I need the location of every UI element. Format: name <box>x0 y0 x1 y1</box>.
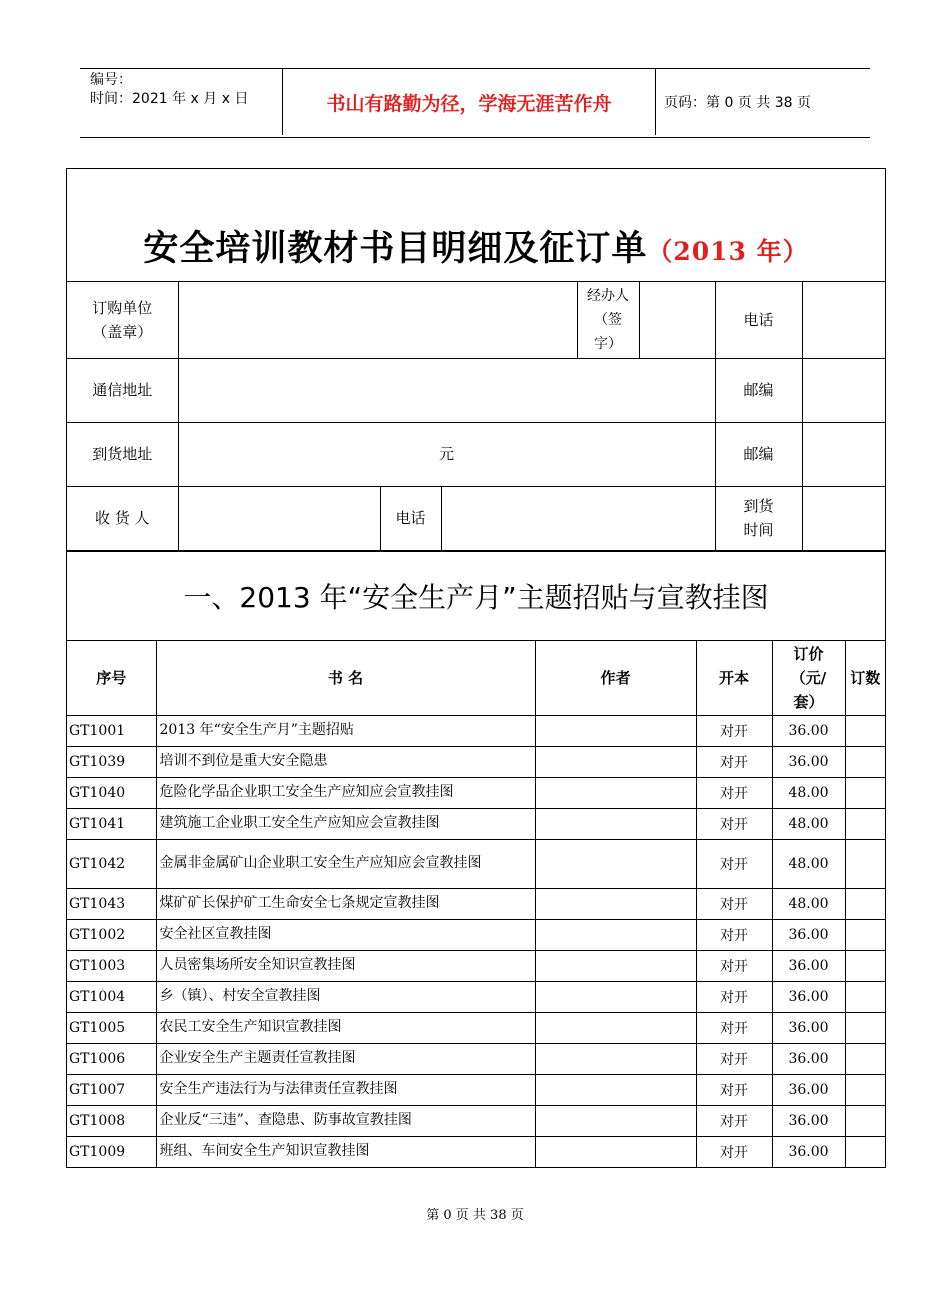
book-name: 农民工安全生产知识宣教挂图 <box>156 1012 535 1043</box>
form-title-text: 安全培训教材书目明细及征订单 <box>143 228 648 269</box>
table-row <box>67 1105 885 1136</box>
header-motto: 书山有路勤为径，学海无涯苦作舟 <box>282 69 656 135</box>
book-price: 36.00 <box>772 919 845 950</box>
book-author <box>535 950 696 981</box>
header-meta <box>90 71 248 109</box>
arrival-label-text: 到货 <box>743 497 774 515</box>
book-name: 安全生产违法行为与法律责任宣教挂图 <box>156 1074 535 1105</box>
book-price: 36.00 <box>772 1012 845 1043</box>
book-qty-field[interactable] <box>845 808 885 839</box>
book-author <box>535 1043 696 1074</box>
book-qty-field[interactable] <box>845 1105 885 1136</box>
phone-field[interactable] <box>802 282 885 358</box>
book-qty-field[interactable] <box>845 950 885 981</box>
book-format: 对开 <box>696 839 772 888</box>
book-author <box>535 746 696 777</box>
price-header-l2: （元/ <box>790 668 827 687</box>
book-price: 36.00 <box>772 950 845 981</box>
book-author <box>535 1136 696 1167</box>
book-code: GT1005 <box>67 1012 156 1043</box>
address-label: 通信地址 <box>67 358 178 422</box>
col-header-author: 作者 <box>535 641 696 716</box>
book-name: 企业安全生产主题责任宣教挂图 <box>156 1043 535 1074</box>
table-row <box>67 1136 885 1167</box>
book-code: GT1007 <box>67 1074 156 1105</box>
book-format: 对开 <box>696 1074 772 1105</box>
book-qty-field[interactable] <box>845 981 885 1012</box>
document-time-label: 时间：2021 年 x 月 x 日 <box>90 91 249 107</box>
book-author <box>535 777 696 808</box>
receiver-label: 收 货 人 <box>67 486 178 550</box>
book-code: GT1041 <box>67 808 156 839</box>
header-page-info: 页码：第 0 页 共 38 页 <box>664 95 811 111</box>
form-title-row <box>67 169 885 282</box>
table-row <box>67 1074 885 1105</box>
table-row <box>67 808 885 839</box>
phone2-field[interactable] <box>441 486 715 550</box>
book-name: 班组、车间安全生产知识宣教挂图 <box>156 1136 535 1167</box>
book-format: 对开 <box>696 1043 772 1074</box>
book-format: 对开 <box>696 715 772 746</box>
book-price: 36.00 <box>772 981 845 1012</box>
book-code: GT1002 <box>67 919 156 950</box>
book-code: GT1039 <box>67 746 156 777</box>
table-row <box>67 888 885 919</box>
book-name: 培训不到位是重大安全隐患 <box>156 746 535 777</box>
book-format: 对开 <box>696 950 772 981</box>
handler-sub-text: （签字） <box>594 311 623 352</box>
postcode-label: 邮编 <box>715 358 802 422</box>
book-name: 建筑施工企业职工安全生产应知应会宣教挂图 <box>156 808 535 839</box>
book-format: 对开 <box>696 746 772 777</box>
document-number-label: 编号： <box>90 72 132 88</box>
book-price: 36.00 <box>772 746 845 777</box>
order-form <box>66 168 886 1168</box>
form-title <box>67 221 885 271</box>
book-author <box>535 1012 696 1043</box>
order-unit-sub-text: （盖章） <box>92 322 153 341</box>
book-name: 金属非金属矿山企业职工安全生产应知应会宣教挂图 <box>156 839 535 888</box>
book-code: GT1006 <box>67 1043 156 1074</box>
price-header-l3: 套） <box>793 692 824 711</box>
postcode2-label: 邮编 <box>715 422 802 486</box>
page-footer: 第 0 页 共 38 页 <box>426 1208 524 1223</box>
book-price: 36.00 <box>772 1105 845 1136</box>
book-author <box>535 1105 696 1136</box>
book-format: 对开 <box>696 888 772 919</box>
book-price: 36.00 <box>772 1136 845 1167</box>
phone-label: 电话 <box>715 282 802 358</box>
book-price: 48.00 <box>772 808 845 839</box>
book-code: GT1009 <box>67 1136 156 1167</box>
book-qty-field[interactable] <box>845 777 885 808</box>
col-header-qty: 订数 <box>845 641 885 716</box>
book-name: 危险化学品企业职工安全生产应知应会宣教挂图 <box>156 777 535 808</box>
table-row <box>67 981 885 1012</box>
book-qty-field[interactable] <box>845 919 885 950</box>
book-price: 36.00 <box>772 1074 845 1105</box>
col-header-price <box>772 641 845 716</box>
table-row <box>67 919 885 950</box>
book-code: GT1008 <box>67 1105 156 1136</box>
book-qty-field[interactable] <box>845 839 885 888</box>
col-header-format: 开本 <box>696 641 772 716</box>
postcode-field[interactable] <box>802 358 885 422</box>
book-author <box>535 1074 696 1105</box>
arrival-sub-text: 时间 <box>743 521 774 539</box>
receiver-field[interactable] <box>178 486 380 550</box>
handler-label-text: 经办人 <box>587 287 630 304</box>
book-author <box>535 888 696 919</box>
delivery-field[interactable]: 元 <box>178 422 715 486</box>
book-code: GT1003 <box>67 950 156 981</box>
book-price: 36.00 <box>772 715 845 746</box>
book-author <box>535 981 696 1012</box>
book-author <box>535 715 696 746</box>
book-code: GT1042 <box>67 839 156 888</box>
book-list-table <box>67 641 885 1167</box>
book-format: 对开 <box>696 981 772 1012</box>
book-qty-field[interactable] <box>845 1012 885 1043</box>
order-info-table <box>67 282 885 551</box>
phone2-label: 电话 <box>380 486 441 550</box>
book-qty-field[interactable] <box>845 1074 885 1105</box>
book-rows <box>67 715 885 1167</box>
order-unit-label <box>67 282 178 358</box>
book-price: 48.00 <box>772 839 845 888</box>
arrival-label <box>715 486 802 550</box>
table-row <box>67 950 885 981</box>
arrival-field[interactable] <box>802 486 885 550</box>
book-code: GT1001 <box>67 715 156 746</box>
table-row <box>67 777 885 808</box>
table-row <box>67 746 885 777</box>
order-unit-field[interactable] <box>178 282 577 358</box>
handler-label <box>577 282 639 358</box>
book-price: 48.00 <box>772 777 845 808</box>
book-price: 36.00 <box>772 1043 845 1074</box>
book-name: 乡（镇）、村安全宣教挂图 <box>156 981 535 1012</box>
table-row <box>67 1012 885 1043</box>
order-unit-label-text: 订购单位 <box>92 298 153 317</box>
book-code: GT1040 <box>67 777 156 808</box>
book-qty-field[interactable] <box>845 1043 885 1074</box>
book-format: 对开 <box>696 777 772 808</box>
col-header-name: 书 名 <box>156 641 535 716</box>
book-format: 对开 <box>696 1136 772 1167</box>
form-title-year: （2013 年） <box>647 237 809 266</box>
table-row <box>67 715 885 746</box>
book-name: 人员密集场所安全知识宣教挂图 <box>156 950 535 981</box>
price-header-l1: 订价 <box>793 644 824 663</box>
book-price: 48.00 <box>772 888 845 919</box>
book-name: 2013 年“安全生产月”主题招贴 <box>156 715 535 746</box>
book-author <box>535 808 696 839</box>
book-code: GT1004 <box>67 981 156 1012</box>
book-format: 对开 <box>696 919 772 950</box>
book-qty-field[interactable] <box>845 888 885 919</box>
page-header <box>80 68 870 138</box>
col-header-no: 序号 <box>67 641 156 716</box>
table-row <box>67 1043 885 1074</box>
book-name: 煤矿矿长保护矿工生命安全七条规定宣教挂图 <box>156 888 535 919</box>
address-field[interactable] <box>178 358 715 422</box>
book-qty-field[interactable] <box>845 715 885 746</box>
book-name: 企业反“三违”、查隐患、防事故宣教挂图 <box>156 1105 535 1136</box>
book-format: 对开 <box>696 1012 772 1043</box>
book-format: 对开 <box>696 808 772 839</box>
book-format: 对开 <box>696 1105 772 1136</box>
book-qty-field[interactable] <box>845 746 885 777</box>
book-code: GT1043 <box>67 888 156 919</box>
postcode2-field[interactable] <box>802 422 885 486</box>
book-author <box>535 919 696 950</box>
section-title: 一、2013 年“安全生产月”主题招贴与宣教挂图 <box>67 551 885 641</box>
book-name: 安全社区宣教挂图 <box>156 919 535 950</box>
delivery-label: 到货地址 <box>67 422 178 486</box>
handler-field[interactable] <box>639 282 715 358</box>
book-author <box>535 839 696 888</box>
table-row <box>67 839 885 888</box>
book-qty-field[interactable] <box>845 1136 885 1167</box>
